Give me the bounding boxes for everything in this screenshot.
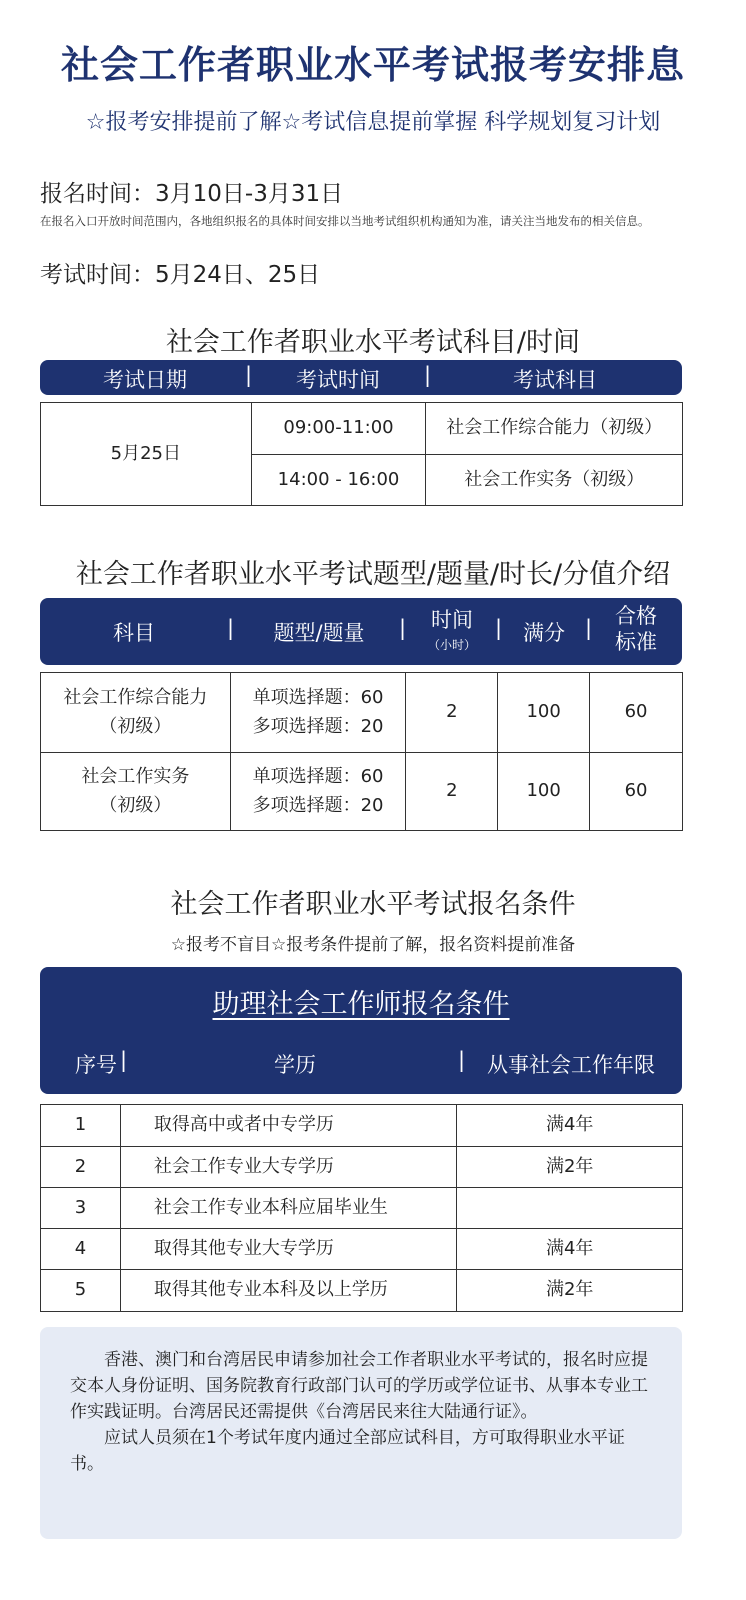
years-cell xyxy=(457,1188,683,1229)
header-separator: | xyxy=(399,616,407,640)
table-row xyxy=(41,403,683,455)
header-subject: 科目 xyxy=(113,621,155,645)
page-title: 社会工作者职业水平考试报考安排息 xyxy=(60,42,685,87)
page-subtitle: ☆报考安排提前了解☆考试信息提前掌握 科学规划复习计划 xyxy=(85,110,661,135)
table-row xyxy=(41,1270,683,1312)
assistant-social-worker-title: 助理社会工作师报名条件 xyxy=(212,989,510,1020)
header-separator: | xyxy=(245,363,253,387)
notice-box xyxy=(40,1327,682,1539)
education-cell: 社会工作专业大专学历 xyxy=(120,1147,456,1188)
header-exam-time: 考试时间 xyxy=(296,368,380,392)
question-type-cell xyxy=(230,753,406,831)
education-cell: 社会工作专业本科应届毕业生 xyxy=(120,1188,456,1229)
conditions-section-title: 社会工作者职业水平考试报名条件 xyxy=(170,889,576,920)
conditions-subtitle: ☆报考不盲目☆报考条件提前了解，报名资料提前准备 xyxy=(170,935,576,955)
education-cell: 取得其他专业本科及以上学历 xyxy=(120,1270,456,1312)
index-cell: 5 xyxy=(41,1270,121,1312)
subject-name: 社会工作综合能力 xyxy=(63,686,208,708)
duration-cell: 2 xyxy=(406,673,498,753)
schedule-table xyxy=(40,402,683,506)
format-header-bar xyxy=(40,598,682,665)
index-cell: 2 xyxy=(41,1147,121,1188)
index-cell: 3 xyxy=(41,1188,121,1229)
pass-score-cell: 60 xyxy=(590,753,683,831)
years-cell: 满4年 xyxy=(457,1105,683,1147)
format-section-title: 社会工作者职业水平考试题型/题量/时长/分值介绍 xyxy=(75,559,671,590)
single-choice: 单项选择题：60 xyxy=(252,765,384,787)
exam-time-cell: 14:00 - 16:00 xyxy=(251,455,426,506)
duration-cell: 2 xyxy=(406,753,498,831)
registration-note: 在报名入口开放时间范围内，各地组织报名的具体时间安排以当地考试组织机构通知为准，请关注当地发布的相关信息。 xyxy=(40,214,650,228)
exam-subject-cell: 社会工作综合能力（初级） xyxy=(426,403,683,455)
table-row xyxy=(41,1229,683,1270)
conditions-table xyxy=(40,1104,683,1312)
full-score-cell: 100 xyxy=(498,753,590,831)
subject-level: （初级） xyxy=(99,715,172,737)
index-cell: 1 xyxy=(41,1105,121,1147)
multi-choice: 多项选择题：20 xyxy=(252,715,384,737)
header-exam-subject: 考试科目 xyxy=(513,368,597,392)
years-cell: 满2年 xyxy=(457,1270,683,1312)
exam-subject-cell: 社会工作实务（初级） xyxy=(426,455,683,506)
years-cell: 满2年 xyxy=(457,1147,683,1188)
header-full-score: 满分 xyxy=(523,621,565,645)
header-separator: | xyxy=(458,1048,466,1072)
header-duration-unit: （小时） xyxy=(427,638,476,652)
subject-level: （初级） xyxy=(99,794,172,816)
education-cell: 取得高中或者中专学历 xyxy=(120,1105,456,1147)
multi-choice: 多项选择题：20 xyxy=(252,794,384,816)
years-cell: 满4年 xyxy=(457,1229,683,1270)
header-duration: 时间 xyxy=(431,608,473,632)
table-row xyxy=(41,1188,683,1229)
header-pass-line-2: 标准 xyxy=(615,630,657,654)
table-row xyxy=(41,1105,683,1147)
subject-cell xyxy=(41,753,231,831)
header-exam-date: 考试日期 xyxy=(103,368,187,392)
header-work-years: 从事社会工作年限 xyxy=(487,1053,655,1077)
question-type-cell xyxy=(230,673,406,753)
exam-date-cell: 5月25日 xyxy=(41,403,252,506)
notice-paragraph: 香港、澳门和台湾居民申请参加社会工作者职业水平考试的，报名时应提交本人身份证明、国务院教育行政部门认可的学历或学位证书、从事本专业工作实践证明。台湾居民还需提供《台湾居民来往大陆通行证》。 xyxy=(70,1350,648,1422)
schedule-header-bar xyxy=(40,360,682,395)
registration-time: 报名时间：3月10日-3月31日 xyxy=(40,181,344,207)
subject-cell xyxy=(41,673,231,753)
header-separator: | xyxy=(227,616,235,640)
notice-paragraph: 应试人员须在1个考试年度内通过全部应试科目，方可取得职业水平证书。 xyxy=(70,1428,625,1474)
table-row xyxy=(41,1147,683,1188)
index-cell: 4 xyxy=(41,1229,121,1270)
header-separator: | xyxy=(585,616,593,640)
subject-name: 社会工作实务 xyxy=(81,765,190,787)
exam-time: 考试时间：5月24日、25日 xyxy=(40,262,321,288)
header-separator: | xyxy=(120,1048,128,1072)
format-table xyxy=(40,672,683,831)
exam-time-cell: 09:00-11:00 xyxy=(251,403,426,455)
header-separator: | xyxy=(424,363,432,387)
schedule-section-title: 社会工作者职业水平考试科目/时间 xyxy=(165,327,581,358)
table-row xyxy=(41,673,683,753)
table-row xyxy=(41,753,683,831)
header-question-type: 题型/题量 xyxy=(273,621,365,645)
full-score-cell: 100 xyxy=(498,673,590,753)
header-education: 学历 xyxy=(274,1053,316,1077)
header-separator: | xyxy=(495,616,503,640)
pass-score-cell: 60 xyxy=(590,673,683,753)
header-pass-line-1: 合格 xyxy=(615,604,657,628)
single-choice: 单项选择题：60 xyxy=(252,686,384,708)
header-index: 序号 xyxy=(75,1053,117,1077)
education-cell: 取得其他专业大专学历 xyxy=(120,1229,456,1270)
